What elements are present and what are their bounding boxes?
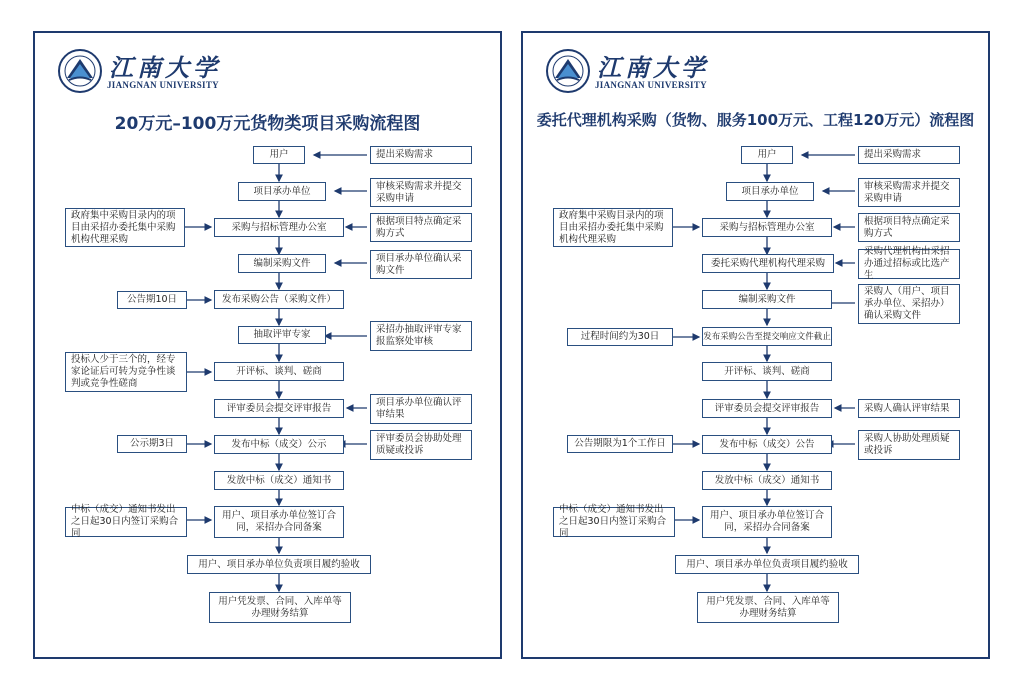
note-contract-deadline: 中标（成交）通知书发出之日起30日内签订采购合同 (65, 507, 187, 537)
right-flowchart-panel (521, 31, 990, 659)
step-bid-opening: 开评标、谈判、磋商 (702, 362, 832, 381)
step-issue-notice: 发放中标（成交）通知书 (702, 471, 832, 490)
university-name-en: JIANGNAN UNIVERSITY (107, 80, 219, 90)
note-confirm-result: 采购人确认评审结果 (858, 399, 960, 418)
note-process-time: 过程时间约为30日 (567, 328, 673, 346)
chart-title: 委托代理机构采购（货物、服务100万元、工程120万元）流程图 (536, 111, 975, 129)
step-publish-result: 发布中标（成交）公告 (702, 435, 832, 454)
note-confirm-result: 项目承办单位确认评审结果 (370, 394, 472, 424)
note-raise-demand: 提出采购需求 (370, 146, 472, 164)
university-name-en: JIANGNAN UNIVERSITY (595, 80, 707, 90)
step-sign-contract: 用户、项目承办单位签订合同，采招办合同备案 (214, 506, 344, 538)
step-issue-notice: 发放中标（成交）通知书 (214, 471, 344, 490)
step-project-unit: 项目承办单位 (726, 182, 814, 201)
note-purchaser-confirm-docs: 采购人（用户、项目承办单位、采招办）确认采购文件 (858, 284, 960, 324)
step-prepare-docs: 编制采购文件 (238, 254, 326, 273)
step-bid-opening: 开评标、谈判、磋商 (214, 362, 344, 381)
note-determine-method: 根据项目特点确定采购方式 (370, 213, 472, 242)
note-contract-deadline: 中标（成交）通知书发出之日起30日内签订采购合同 (553, 507, 675, 537)
step-financial-settlement: 用户凭发票、合同、入库单等办理财务结算 (209, 592, 351, 623)
note-announcement-period: 公告期10日 (117, 291, 187, 309)
step-user: 用户 (253, 146, 305, 164)
step-acceptance: 用户、项目承办单位负责项目履约验收 (187, 555, 371, 574)
step-acceptance: 用户、项目承办单位负责项目履约验收 (675, 555, 859, 574)
step-sign-contract: 用户、项目承办单位签订合同，采招办合同备案 (702, 506, 832, 538)
step-project-unit: 项目承办单位 (238, 182, 326, 201)
note-review-demand: 审核采购需求并提交采购申请 (858, 178, 960, 207)
university-name-cn: 江南大学 (597, 53, 709, 82)
step-prepare-docs: 编制采购文件 (702, 290, 832, 309)
note-publicity-period: 公示期3日 (117, 435, 187, 453)
step-financial-settlement: 用户凭发票、合同、入库单等办理财务结算 (697, 592, 839, 623)
note-expert-audit: 采招办抽取评审专家报监察处审核 (370, 321, 472, 351)
note-announcement-period: 公告期限为1个工作日 (567, 435, 673, 453)
chart-title: 20万元–100万元货物类项目采购流程图 (114, 114, 421, 134)
step-publish-announcement: 发布采购公告（采购文件） (214, 290, 344, 309)
step-review-report: 评审委员会提交评审报告 (702, 399, 832, 418)
step-procurement-office: 采购与招标管理办公室 (214, 218, 344, 237)
step-announcement-to-deadline: 发布采购公告至提交响应文件截止 (702, 327, 832, 346)
note-handle-complaint: 评审委员会协助处理质疑或投诉 (370, 430, 472, 460)
note-determine-method: 根据项目特点确定采购方式 (858, 213, 960, 242)
step-publish-result: 发布中标（成交）公示 (214, 435, 344, 454)
step-procurement-office: 采购与招标管理办公室 (702, 218, 832, 237)
step-select-experts: 抽取评审专家 (238, 326, 326, 344)
note-handle-complaint: 采购人协助处理质疑或投诉 (858, 430, 960, 460)
note-raise-demand: 提出采购需求 (858, 146, 960, 164)
note-review-demand: 审核采购需求并提交采购申请 (370, 178, 472, 207)
step-user: 用户 (741, 146, 793, 164)
note-fewer-bidders: 投标人少于三个的，经专家论证后可转为竞争性谈判或竞争性磋商 (65, 352, 187, 392)
note-agency-selection: 采购代理机构由采招办通过招标或比选产生 (858, 249, 960, 279)
note-confirm-docs: 项目承办单位确认采购文件 (370, 250, 472, 279)
university-name-cn: 江南大学 (109, 53, 221, 82)
step-entrust-agency: 委托采购代理机构代理采购 (702, 254, 834, 273)
note-central-procurement: 政府集中采购目录内的项目由采招办委托集中采购机构代理采购 (553, 208, 673, 247)
note-central-procurement: 政府集中采购目录内的项目由采招办委托集中采购机构代理采购 (65, 208, 185, 247)
step-review-report: 评审委员会提交评审报告 (214, 399, 344, 418)
left-flowchart-panel (33, 31, 502, 659)
